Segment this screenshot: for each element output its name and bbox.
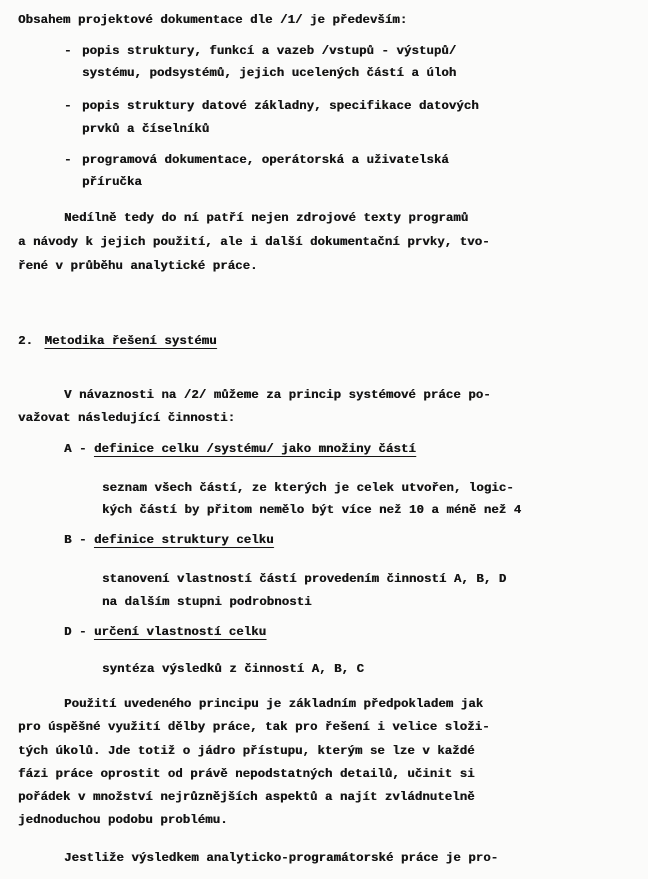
intro-paragraph-line-1: Nedílně tedy do ní patří nejen zdrojové texty programů [64, 211, 469, 225]
item-a-desc-line-1: seznam všech částí, ze kterých je celek utvořen, logic- [102, 481, 514, 495]
bullet-1-line-1 [64, 43, 456, 59]
intro-heading: Obsahem projektové dokumentace dle /1/ je především: [18, 13, 408, 27]
bullet-3-line-2: příručka [82, 175, 142, 189]
body-paragraph-line-5: pořádek v množství nejrůznějších aspektů a najít zvládnutelně [18, 790, 475, 804]
last-line: Jestliže výsledkem analyticko-programátorské práce je pro- [64, 851, 499, 865]
body-paragraph-line-2: pro úspěšné využití dělby práce, tak pro řešení i velice složi- [18, 720, 490, 734]
section-number: 2. [18, 334, 33, 348]
body-paragraph-line-3: tých úkolů. Jde totiž o jádro přístupu, kterým se lze v každé [18, 744, 475, 758]
body-paragraph-line-4: fázi práce oprostit od právě nepodstatných detailů, učinit si [18, 767, 475, 781]
item-a-heading [64, 441, 416, 457]
section-title: Metodika řešení systému [44, 334, 217, 348]
body-paragraph-line-1: Použití uvedeného principu je základním předpokladem jak [64, 697, 484, 711]
item-b-desc-line-2: na dalším stupni podrobnosti [102, 595, 312, 609]
bullet-1-line-2: systému, podsystémů, jejich ucelených částí a úloh [82, 66, 457, 80]
item-d-desc-line-1: syntéza výsledků z činností A, B, C [102, 662, 364, 676]
bullet-1-dash: - [64, 44, 72, 58]
intro-paragraph-line-2: a návody k jejich použití, ale i další dokumentační prvky, tvo- [18, 235, 490, 249]
item-a-label: A - [64, 442, 87, 456]
bullet-2-text-1: popis struktury datové základny, specifikace datových [82, 99, 479, 113]
bullet-3-dash: - [64, 153, 72, 167]
section-heading [18, 333, 217, 349]
bullet-1-text-1: popis struktury, funkcí a vazeb /vstupů - výstupů/ [82, 44, 457, 58]
item-b-heading [64, 532, 274, 548]
body-paragraph-line-6: jednoduchou podobu problému. [18, 813, 228, 827]
bullet-3-text-1: programová dokumentace, operátorská a uživatelská [82, 153, 449, 167]
item-d-heading [64, 624, 266, 640]
intro-paragraph-line-3: řené v průběhu analytické práce. [18, 259, 258, 273]
item-b-title: definice struktury celku [93, 533, 274, 547]
bullet-2-line-2: prvků a číselníků [82, 122, 210, 136]
bullet-2-dash: - [64, 99, 72, 113]
item-b-desc-line-1: stanovení vlastností částí provedením činností A, B, D [102, 572, 507, 586]
section-intro-line-1: V návaznosti na /2/ můžeme za princip systémové práce po- [64, 388, 491, 402]
item-d-title: určení vlastností celku [93, 625, 267, 639]
item-a-title: definice celku /systému/ jako množiny částí [93, 442, 416, 456]
section-intro-line-2: važovat následující činnosti: [18, 411, 236, 425]
item-d-label: D - [64, 625, 87, 639]
item-a-desc-line-2: kých částí by přitom nemělo být více než 10 a méně než 4 [102, 503, 522, 517]
bullet-3-line-1 [64, 152, 449, 168]
bullet-2-line-1 [64, 98, 479, 114]
item-b-label: B - [64, 533, 87, 547]
